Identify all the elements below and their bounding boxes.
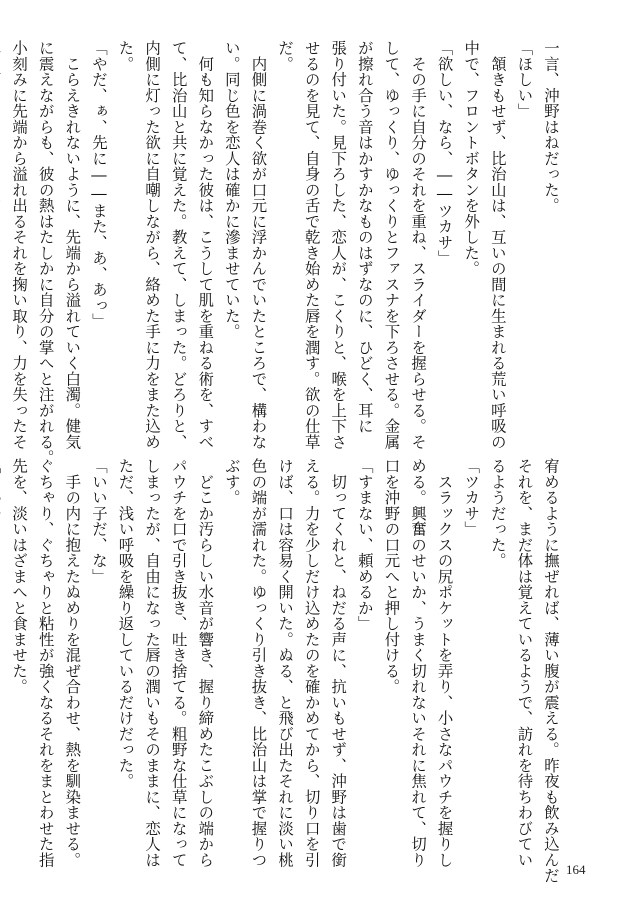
text-line: 「いい子だ、な」 xyxy=(89,458,108,584)
text-line: 「ほしい」 xyxy=(515,40,534,119)
text-line: その手に自分のそれを重ね、スライダーを握らせる。そ xyxy=(409,40,428,450)
text-line: 宥めるように撫ぜれば、薄い腹が震える。昨夜も飲み込んだ xyxy=(542,458,560,884)
text-line: える。力を少しだけ込めたのを確かめてから、切り口を引 xyxy=(302,458,321,868)
text-line: 一言、沖野はねだった。 xyxy=(542,40,560,214)
text-line: しまったが、自由になった唇の潤いもそのままに、恋人は xyxy=(143,458,162,868)
text-line: こらえきれないように、先端から溢れていく白濁。健気 xyxy=(63,40,82,450)
text-line: 「やだ、ぁ、先に――また、あ、あっ」 xyxy=(89,40,108,329)
text-line: だ。 xyxy=(276,40,295,72)
text-line: 「すまない、頼めるか」 xyxy=(355,458,374,632)
text-line: 切ってくれと、ねだる声に、抗いもせず、沖野は歯で銜 xyxy=(329,458,348,868)
text-line: どこか汚らしい水音が響き、握り締めたこぶしの端から xyxy=(196,458,215,868)
text-line: に震えながらも、彼の熱はたしかに自分の掌へと注がれる。 xyxy=(36,40,55,466)
text-line: それを、まだ体は覚えているようで、訪れを待ちわびてい xyxy=(515,458,534,868)
text-line: 小刻みに先端から溢れ出るそれを掬い取り、力を失ったそ xyxy=(10,40,29,450)
text-line: 手の内に抱えたぬめりを混ぜ合わせ、熱を馴染ませる。 xyxy=(63,458,82,868)
text-line: 何も知らなかった彼は、こうして肌を重ねる術を、すべ xyxy=(196,40,215,450)
text-line: い。同じ色を恋人は確かに滲ませていた。 xyxy=(222,40,241,340)
text-line: 「ツカサ」 xyxy=(462,458,481,537)
text-line: た。 xyxy=(116,40,135,72)
text-line: 頷きもせず、比治山は、互いの間に生まれる荒い呼吸の xyxy=(488,40,507,450)
text-line: せるのを見て、自身の舌で乾き始めた唇を潤す。欲の仕草 xyxy=(302,40,321,450)
text-line: 口を沖野の口元へと押し付ける。 xyxy=(382,458,401,695)
text-line: 内側に渦巻く欲が口元に浮かんでいたところで、構わな xyxy=(249,40,268,450)
lower-text-block xyxy=(10,458,564,884)
text-line: める。興奮のせいか、うまく切れないそれに焦れて、切り xyxy=(409,458,428,868)
text-line xyxy=(0,458,6,870)
text-line: 「欲しい、なら、――ツカサ」 xyxy=(435,40,454,266)
text-line: 内側に灯った欲に自嘲しながら、絡めた手に力をまた込め xyxy=(143,40,162,450)
text-line: パウチを口で引き抜き、吐き捨てる。粗野な仕草になって xyxy=(169,458,188,868)
page-number: 164 xyxy=(566,862,586,877)
text-line: 先を、淡いはざまへと食ませた。 xyxy=(10,458,29,695)
text-line: が擦れ合う音はかすかなものはずなのに、ひどく、耳に xyxy=(355,40,374,434)
text-line: けば、口は容易く開いた。ぬる、と飛び出たそれに淡い桃 xyxy=(276,458,295,868)
text-line: して、ゆっくり、ゆっくりとファスナを下ろさせる。金属 xyxy=(382,40,401,450)
text-line: て、比治山と共に覚えた。教えて、しまった。どろりと、 xyxy=(169,40,188,450)
text-line: ぶす。 xyxy=(222,458,241,506)
text-line: ぐちゃり、ぐちゃりと粘性が強くなるそれをまとわせた指 xyxy=(36,458,55,868)
text-line: 中で、フロントボタンを外した。 xyxy=(462,40,481,277)
text-line: ただ、浅い呼吸を繰り返しているだけだった。 xyxy=(116,458,135,789)
text-line: 張り付いた。見下ろした、恋人が、こくりと、喉を上下さ xyxy=(329,40,348,450)
text-line: スラックスの尻ポケットを弄り、小さなパウチを握りし xyxy=(435,458,454,868)
text-line: るようだった。 xyxy=(488,458,507,569)
upper-text-block xyxy=(10,40,564,466)
text-line xyxy=(0,40,6,452)
text-line: 色の端が濡れた。ゆっくり引き抜き、比治山は掌で握りつ xyxy=(249,458,268,868)
